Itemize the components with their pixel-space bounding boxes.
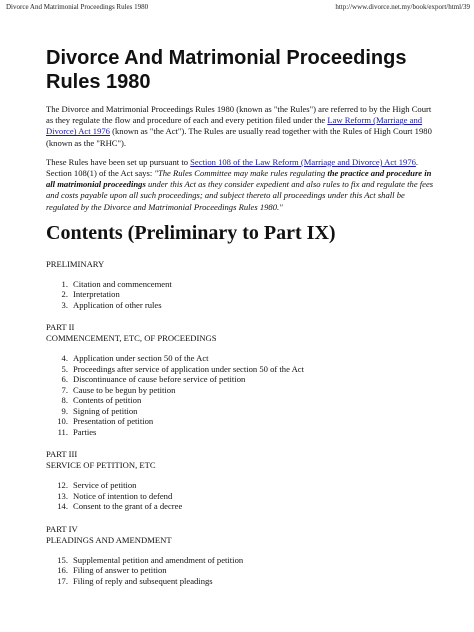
header-title: Divorce And Matrimonial Proceedings Rules 1980 [6, 3, 149, 11]
act-link[interactable]: Law Reform (Marriage and Divorce) Act 1976 [46, 115, 423, 137]
intro-text-4: . Section 108(1) of the Act says: [46, 156, 419, 179]
list-item [46, 555, 436, 566]
rule-number: 6. [61, 374, 68, 385]
rule-number: 2. [61, 289, 68, 300]
rule-number: 17. [57, 575, 68, 586]
rule-title: Parties [73, 426, 97, 437]
list-item [46, 416, 436, 427]
list-item [46, 385, 436, 396]
list-item [46, 406, 436, 417]
list-item [46, 374, 436, 385]
rule-title: Discontinuance of cause before service of petition [73, 374, 246, 385]
list-item [46, 364, 436, 375]
list-item [46, 491, 436, 502]
intro-text-3: These Rules have been set up pursuant to [46, 156, 191, 167]
part-heading: PLEADINGS AND AMENDMENT [46, 534, 172, 545]
list-item [46, 279, 436, 290]
rule-number: 9. [61, 405, 68, 416]
part-label: PART III [46, 449, 78, 460]
list-item [46, 300, 436, 311]
rule-number: 10. [57, 416, 68, 427]
intro-text-2: (known as "the Act"). The Rules are usually read together with the Rules of High Court 1980 (known as the "RHC"). [46, 126, 432, 148]
rule-title: Application under section 50 of the Act [73, 353, 209, 364]
rule-number: 3. [61, 299, 68, 310]
rule-title: Notice of intention to defend [73, 490, 173, 501]
list-item [46, 395, 436, 406]
rule-title: Supplemental petition and amendment of petition [73, 554, 244, 565]
part-heading: COMMENCEMENT, ETC, OF PROCEEDINGS [46, 333, 217, 344]
quote-bold: the practice and procedure in all matrimonial proceedings [46, 168, 432, 190]
part-label: PART IV [46, 523, 78, 534]
rule-number: 13. [57, 490, 68, 501]
rule-number: 5. [61, 363, 68, 374]
running-header [6, 3, 470, 11]
rule-title: Proceedings after service of application under section 50 of the Act [73, 363, 304, 374]
rule-list [46, 353, 436, 437]
rule-title: Contents of petition [73, 395, 142, 406]
header-url: http://www.divorce.net.my/book/export/html/39 [335, 3, 470, 11]
list-item [46, 501, 436, 512]
rule-title: Cause to be begun by petition [73, 384, 176, 395]
quote-text-2: under this Act as they consider expedient and also rules to fix and regulate the fees and costs payable upon all such proceedings; and subject thereto all proceedings under this Act shall be regulated by the Divorce and Matrimonial Proceedings Rules 1980." [46, 179, 434, 212]
list-item [46, 576, 436, 587]
rule-number: 16. [57, 565, 68, 576]
rule-title: Presentation of petition [73, 416, 154, 427]
rule-number: 11. [57, 426, 68, 437]
rule-number: 15. [57, 554, 68, 565]
rule-list [46, 279, 436, 311]
list-item [46, 565, 436, 576]
rule-number: 14. [57, 501, 68, 512]
rule-title: Signing of petition [73, 405, 138, 416]
page-title: Divorce And Matrimonial Proceedings Rules 1980 [46, 47, 407, 93]
rule-list [46, 555, 436, 587]
intro-paragraph-1 [46, 104, 436, 149]
section-heading [46, 449, 436, 471]
quote-text-1: "The Rules Committee may make rules regulating [154, 168, 328, 179]
rule-title: Application of other rules [73, 299, 162, 310]
rule-number: 8. [61, 395, 68, 406]
list-item [46, 353, 436, 364]
contents-title: Contents (Preliminary to Part IX) [46, 221, 336, 244]
section-heading [46, 259, 436, 270]
rule-number: 1. [61, 278, 68, 289]
part-label: PART II [46, 322, 75, 333]
list-item [46, 289, 436, 300]
rule-number: 4. [61, 353, 68, 364]
rule-title: Filing of reply and subsequent pleadings [73, 575, 213, 586]
section-heading [46, 524, 436, 546]
intro-text: The Divorce and Matrimonial Proceedings Rules 1980 (known as "the Rules") are referred to by the High Court as they regulate the flow and procedure of each and every petition filed under the [46, 104, 432, 126]
document-page [46, 46, 436, 598]
list-item [46, 427, 436, 438]
rule-list [46, 480, 436, 512]
rule-title: Interpretation [73, 289, 120, 300]
rule-title: Consent to the grant of a decree [73, 501, 183, 512]
section-108-link[interactable]: Section 108 of the Law Reform (Marriage and Divorce) Act 1976 [190, 156, 416, 167]
contents-list [46, 259, 436, 587]
rule-number: 7. [61, 384, 68, 395]
part-heading: PRELIMINARY [46, 258, 105, 269]
part-heading: SERVICE OF PETITION, ETC [46, 460, 156, 471]
intro-paragraph-2 [46, 157, 436, 213]
section-heading [46, 322, 436, 344]
list-item [46, 480, 436, 491]
rule-title: Citation and commencement [73, 278, 172, 289]
rule-title: Service of petition [73, 480, 137, 491]
rule-number: 12. [57, 480, 68, 491]
rule-title: Filing of answer to petition [73, 565, 167, 576]
